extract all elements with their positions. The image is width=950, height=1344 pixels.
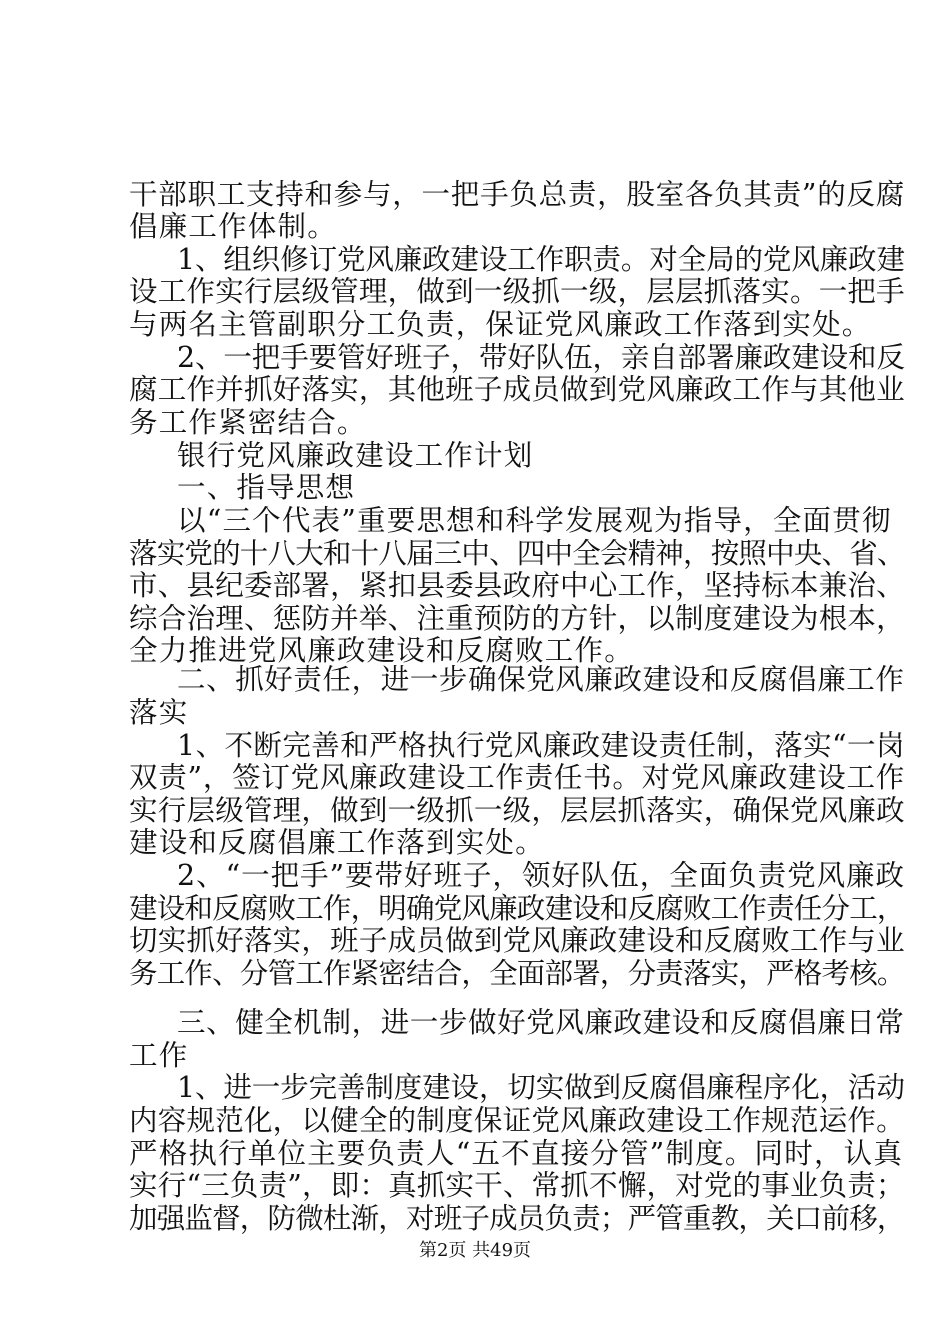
text-line: 工作: [129, 1039, 189, 1072]
page-number-footer: 第2页 共49页: [418, 1240, 532, 1261]
text-line: 建设和反腐败工作，明确党风廉政建设和反腐败工作责任分工，: [129, 892, 905, 925]
text-line: 建设和反腐倡廉工作落到实处。: [129, 826, 545, 859]
text-line: 内容规范化，以健全的制度保证党风廉政建设工作规范运作。: [129, 1104, 905, 1137]
text-line: 全力推进党风廉政建设和反腐败工作。: [129, 634, 634, 667]
text-line: 落实: [129, 696, 189, 729]
text-line: 务工作紧密结合。: [129, 406, 367, 439]
text-line: 务工作、分管工作紧密结合，全面部署，分责落实，严格考核。: [129, 957, 905, 990]
text-line: 2、一把手要管好班子，带好队伍，亲自部署廉政建设和反: [177, 341, 905, 374]
text-line: 三、健全机制，进一步做好党风廉政建设和反腐倡廉日常: [177, 1006, 905, 1039]
text-line: 1、不断完善和严格执行党风廉政建设责任制，落实“一岗: [177, 729, 905, 762]
text-line: 腐工作并抓好落实，其他班子成员做到党风廉政工作与其他业: [129, 373, 905, 406]
text-line: 倡廉工作体制。: [129, 210, 337, 243]
text-line: 干部职工支持和参与，一把手负总责，股室各负其责”的反腐: [129, 178, 905, 211]
text-line: 市、县纪委部署，紧扣县委县政府中心工作，坚持标本兼治、: [129, 569, 905, 602]
text-line: 严格执行单位主要负责人“五不直接分管”制度。同时，认真: [129, 1137, 904, 1170]
text-line: 实行“三负责”，即：真抓实干、常抓不懈，对党的事业负责；: [129, 1169, 905, 1202]
text-line: 银行党风廉政建设工作计划: [177, 439, 534, 472]
text-line: 二、抓好责任，进一步确保党风廉政建设和反腐倡廉工作: [177, 663, 905, 696]
text-line: 1、进一步完善制度建设，切实做到反腐倡廉程序化，活动: [177, 1071, 905, 1104]
text-line: 与两名主管副职分工负责，保证党风廉政工作落到实处。: [129, 308, 872, 341]
text-line: 双责”，签订党风廉政建设工作责任书。对党风廉政建设工作: [129, 761, 905, 794]
text-line: 实行层级管理，做到一级抓一级，层层抓落实，确保党风廉政: [129, 794, 905, 827]
text-line: 切实抓好落实，班子成员做到党风廉政建设和反腐败工作与业: [129, 924, 905, 957]
text-line: 一、指导思想: [177, 471, 356, 504]
text-line: 2、“一把手”要带好班子，领好队伍，全面负责党风廉政: [177, 859, 905, 892]
text-line: 1、组织修订党风廉政建设工作职责。对全局的党风廉政建: [177, 243, 905, 276]
text-line: 加强监督，防微杜渐，对班子成员负责；严管重教，关口前移，: [129, 1202, 905, 1235]
text-line: 综合治理、惩防并举、注重预防的方针，以制度建设为根本，: [129, 602, 905, 635]
text-line: 以“三个代表”重要思想和科学发展观为指导，全面贯彻: [177, 504, 892, 537]
text-line: 设工作实行层级管理，做到一级抓一级，层层抓落实。一把手: [129, 275, 905, 308]
text-line: 落实党的十八大和十八届三中、四中全会精神，按照中央、省、: [129, 537, 905, 570]
